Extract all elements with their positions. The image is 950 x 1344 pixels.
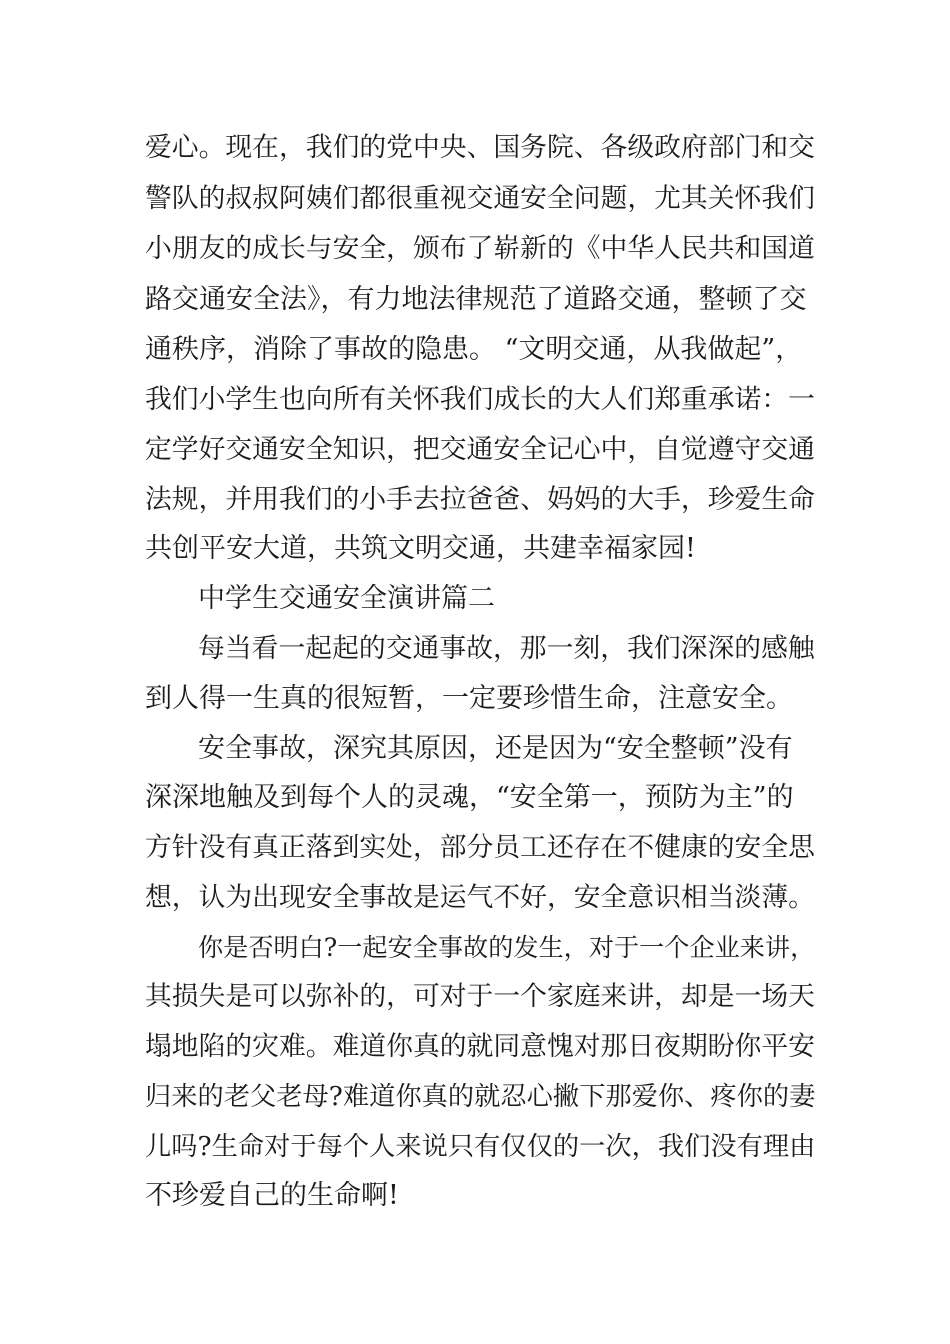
text-line: 每当看一起起的交通事故，那一刻，我们深深的感触: [198, 633, 815, 664]
text-line: 我们小学生也向所有关怀我们成长的大人们郑重承诺：一: [145, 384, 815, 415]
text-line: 想，认为出现安全事故是运气不好，安全意识相当淡薄。: [145, 882, 815, 913]
text-line: 到人得一生真的很短暂，一定要珍惜生命，注意安全。: [145, 683, 793, 714]
text-line: 其损失是可以弥补的，可对于一个家庭来讲，却是一场天: [145, 981, 815, 1012]
text-line: 归来的老父老母?难道你真的就忍心撇下那爱你、疼你的妻: [145, 1082, 816, 1112]
text-line: 小朋友的成长与安全，颁布了崭新的《中华人民共和国道: [145, 233, 815, 264]
text-line: 方针没有真正落到实处，部分员工还存在不健康的安全思: [145, 832, 815, 863]
text-line: 路交通安全法》，有力地法律规范了道路交通，整顿了交: [145, 284, 807, 315]
section-heading: 中学生交通安全演讲篇二: [198, 583, 495, 614]
text-line: 共创平安大道，共筑文明交通，共建幸福家园!: [145, 533, 696, 564]
text-line: 儿吗?生命对于每个人来说只有仅仅的一次，我们没有理由: [145, 1132, 816, 1162]
text-line: 不珍爱自己的生命啊!: [145, 1180, 399, 1211]
text-line: 通秩序，消除了事故的隐患。 “文明交通，从我做起”，: [145, 334, 803, 365]
text-line: 塌地陷的灾难。难道你真的就同意愧对那日夜期盼你平安: [145, 1031, 815, 1062]
text-line: 定学好交通安全知识，把交通安全记心中，自觉遵守交通: [145, 434, 815, 465]
text-line: 法规，并用我们的小手去拉爸爸、妈妈的大手，珍爱生命: [145, 484, 815, 515]
text-line: 爱心。现在，我们的党中央、国务院、各级政府部门和交: [145, 132, 815, 163]
text-line: 安全事故，深究其原因，还是因为“安全整顿”没有: [198, 733, 793, 764]
text-line: 你是否明白?一起安全事故的发生，对于一个企业来讲，: [198, 933, 816, 962]
text-line: 深深地触及到每个人的灵魂，“安全第一，预防为主”的: [145, 782, 794, 813]
text-line: 警队的叔叔阿姨们都很重视交通安全问题，尤其关怀我们: [145, 183, 815, 214]
